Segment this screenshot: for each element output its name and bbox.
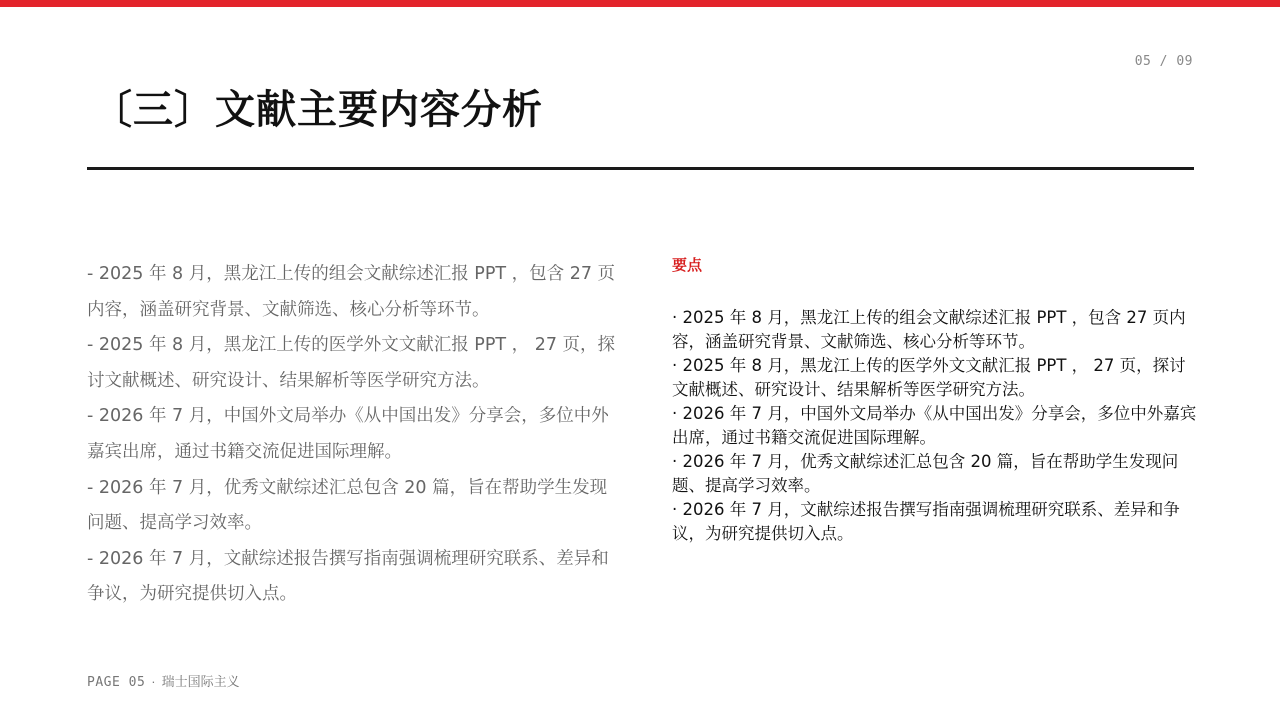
footer	[87, 671, 240, 690]
key-point-item: · 2025 年 8 月，黑龙江上传的组会文献综述汇报 PPT ，包含 27 页内容，涵盖研究背景、文献筛选、核心分析等环节。	[672, 308, 1186, 351]
footer-separator: ·	[151, 674, 156, 689]
footer-page-label: PAGE 05	[87, 675, 146, 690]
key-point-item: · 2026 年 7 月，文献综述报告撰写指南强调梳理研究联系、差异和争议，为研究提供切入点。	[672, 500, 1180, 543]
top-accent-bar	[0, 0, 1280, 7]
title-divider	[87, 167, 1194, 170]
key-points-label: 要点	[672, 256, 703, 274]
key-points-panel	[672, 256, 1202, 546]
left-list-item: - 2025 年 8 月，黑龙江上传的组会文献综述汇报 PPT ，包含 27 页内容，涵盖研究背景、文献筛选、核心分析等环节。	[87, 264, 616, 320]
left-list-item: - 2025 年 8 月，黑龙江上传的医学外文文献汇报 PPT ， 27 页，探讨文献概述、研究设计、结果解析等医学研究方法。	[87, 335, 616, 391]
left-column	[87, 257, 622, 613]
key-point-item: · 2026 年 7 月，优秀文献综述汇总包含 20 篇，旨在帮助学生发现问题、提高学习效率。	[672, 452, 1179, 495]
left-list-item: - 2026 年 7 月，文献综述报告撰写指南强调梳理研究联系、差异和争议，为研究提供切入点。	[87, 548, 609, 605]
key-point-item: · 2026 年 7 月，中国外文局举办《从中国出发》分享会，多位中外嘉宾出席，通过书籍交流促进国际理解。	[672, 404, 1197, 447]
page-counter: 05 / 09	[1134, 54, 1193, 69]
left-list-item: - 2026 年 7 月，中国外文局举办《从中国出发》分享会，多位中外嘉宾出席，通过书籍交流促进国际理解。	[87, 406, 609, 462]
left-list-item: - 2026 年 7 月，优秀文献综述汇总包含 20 篇，旨在帮助学生发现问题、提高学习效率。	[87, 477, 608, 534]
page-title: 〔三〕文献主要内容分析	[92, 87, 543, 133]
key-points-list	[672, 306, 1202, 546]
footer-source: 瑞士国际主义	[161, 675, 240, 690]
key-point-item: · 2025 年 8 月，黑龙江上传的医学外文文献汇报 PPT ， 27 页，探讨文献概述、研究设计、结果解析等医学研究方法。	[672, 356, 1186, 399]
